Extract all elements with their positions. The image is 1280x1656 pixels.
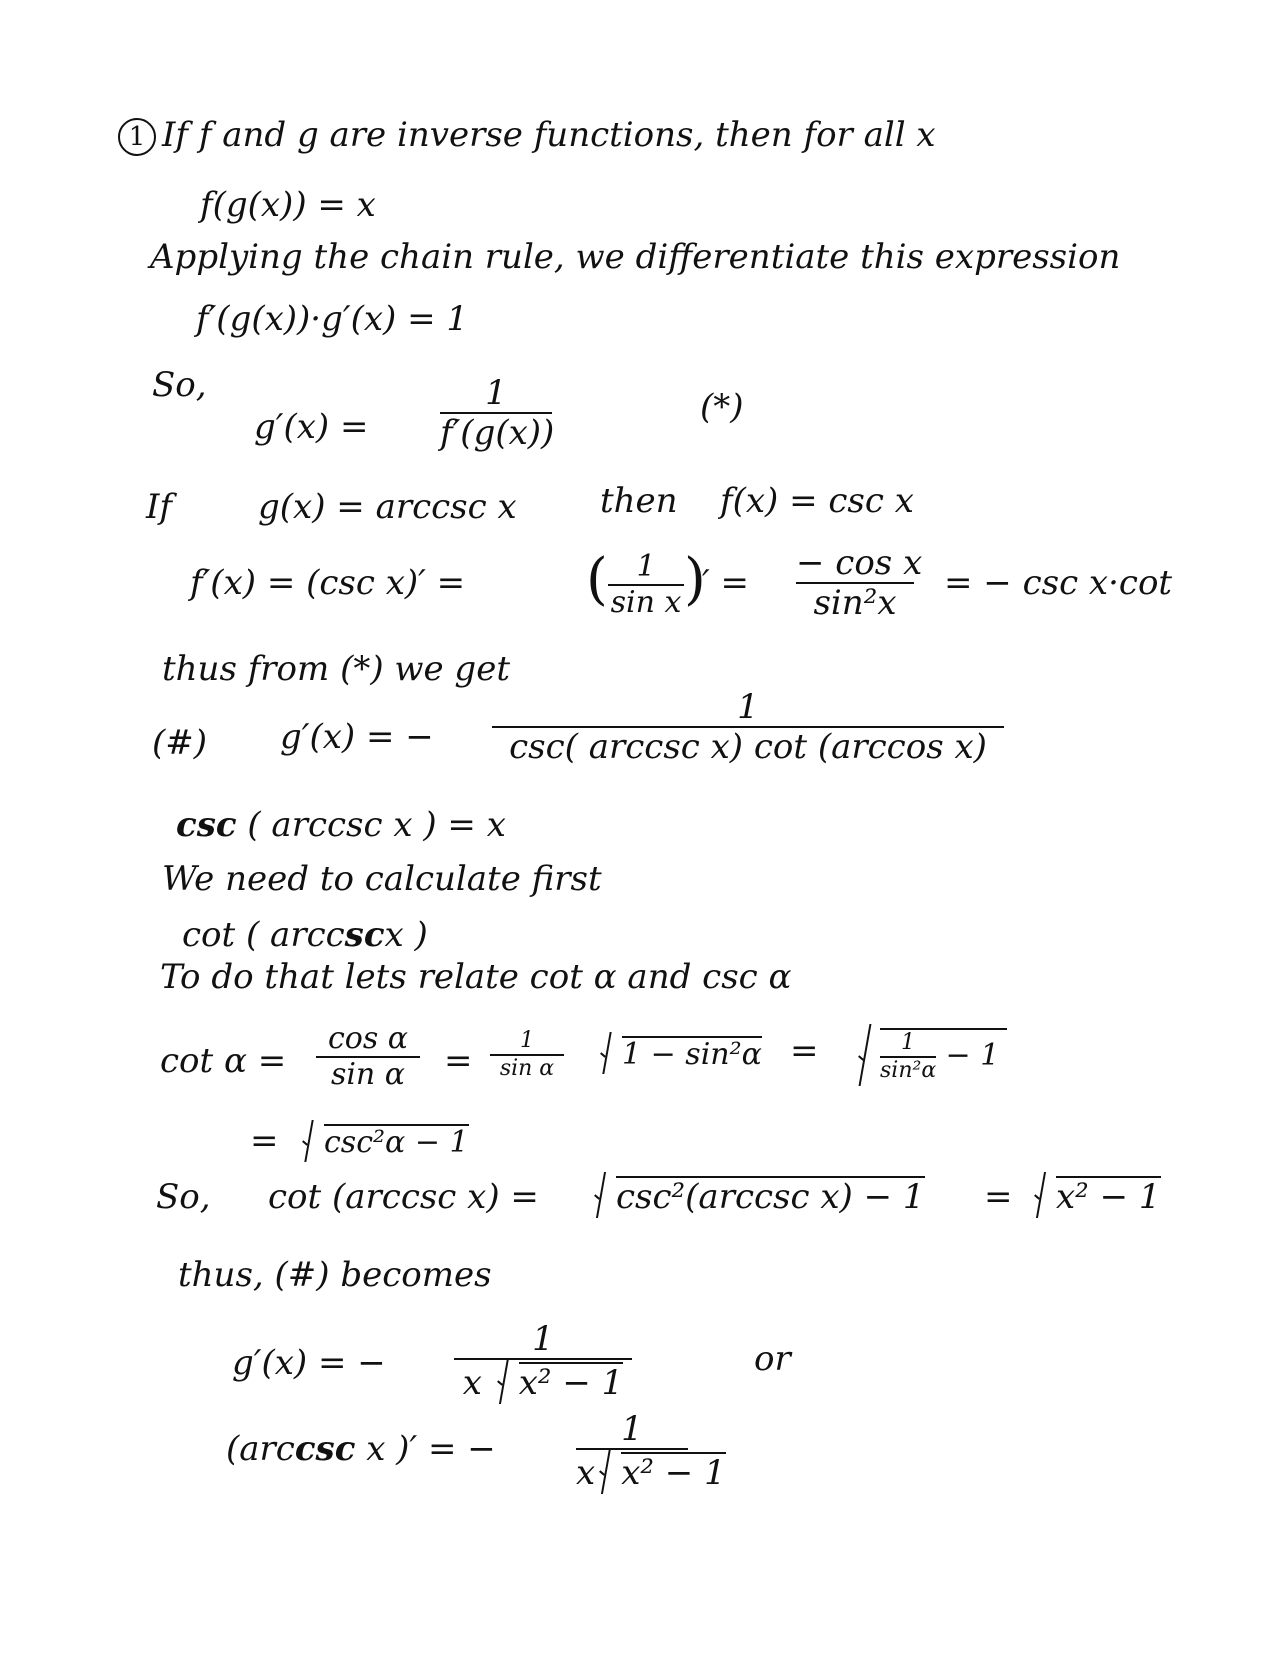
radical	[596, 1036, 762, 1070]
fraction-numerator: cos α	[327, 1021, 409, 1056]
fraction-denominator: sin²α	[880, 1058, 937, 1083]
one-over-sin2-fraction	[880, 1032, 936, 1082]
cot-alpha-lhs: cot α =	[160, 1041, 287, 1081]
radicand: csc²(arccsc x) − 1	[616, 1177, 925, 1217]
radical-sign	[1030, 1170, 1052, 1218]
arccsc-bold: csc	[294, 1429, 356, 1469]
csc-identity	[176, 805, 506, 845]
final-fraction-2	[576, 1409, 726, 1493]
radical	[493, 1362, 624, 1403]
need-line: We need to calculate first	[162, 859, 602, 899]
thus-line-1: thus from (*) we get	[162, 649, 510, 689]
radical	[595, 1452, 726, 1493]
hash-label: (#)	[152, 723, 208, 763]
g-prime-lhs-1: g′(x) =	[254, 407, 369, 447]
fraction-denominator	[576, 1450, 726, 1493]
fraction-denominator: sin²x	[813, 583, 897, 623]
g-prime-lhs-2: g′(x) = −	[280, 717, 434, 757]
sqrt-one-minus-sin2	[596, 1036, 762, 1070]
csc-bold: csc	[176, 805, 237, 845]
identity-equation: f(g(x)) = x	[200, 185, 376, 225]
final-fraction-1	[454, 1319, 632, 1403]
cos-over-sin2-fraction	[796, 543, 923, 623]
radicand: x² − 1	[518, 1363, 624, 1403]
fraction-numerator: 1	[901, 1030, 915, 1055]
or-label: or	[754, 1339, 791, 1379]
minus-one: − 1	[945, 1038, 1000, 1073]
one-over-sin-fraction	[490, 1030, 564, 1080]
relate-line: To do that lets relate cot α and csc α	[160, 957, 792, 997]
right-paren: )	[684, 547, 706, 612]
cot-arccsc	[182, 915, 428, 955]
fraction-denominator: sin α	[330, 1057, 406, 1092]
fraction-numerator: 1	[532, 1319, 554, 1359]
so-label-1: So,	[152, 365, 207, 405]
fraction-numerator: 1	[737, 687, 759, 727]
fraction-numerator: − cos x	[796, 543, 923, 583]
derivative-equation: f′(g(x))·g′(x) = 1	[196, 299, 469, 339]
cot-arccsc-a: cot ( arcc	[182, 915, 345, 955]
radical-sign	[595, 1446, 617, 1494]
fraction-denominator: sin α	[499, 1056, 555, 1081]
radicand: csc²α − 1	[324, 1125, 469, 1160]
equals-3: =	[250, 1121, 279, 1161]
x-factor: x	[462, 1363, 482, 1403]
radical	[590, 1176, 925, 1217]
cos-over-sin-fraction	[316, 1021, 420, 1092]
arccsc-c: x )′ = −	[366, 1429, 496, 1469]
prime-equals: ′ =	[702, 563, 750, 603]
radical-sign	[493, 1356, 515, 1404]
sqrt-inverse-sin2	[854, 1028, 1007, 1082]
chain-rule-line: Applying the chain rule, we differentiate this expression	[150, 237, 1121, 277]
fraction-numerator: 1	[520, 1028, 534, 1053]
f-definition: f(x) = csc x	[720, 481, 914, 521]
hash-fraction	[492, 687, 1004, 767]
fraction-denominator: sin x	[610, 585, 682, 620]
intro-line: If f and g are inverse functions, then for all x	[162, 115, 936, 155]
g-definition: g(x) = arccsc x	[258, 487, 517, 527]
problem-number: 1	[118, 118, 156, 156]
radicand: x² − 1	[621, 1453, 726, 1493]
fraction-denominator	[454, 1360, 632, 1403]
radical	[1030, 1176, 1161, 1217]
x-factor: x	[576, 1453, 596, 1493]
fraction-numerator: 1	[636, 549, 656, 584]
fraction-denominator: f′(g(x))	[440, 413, 555, 453]
if-label: If	[146, 487, 173, 527]
then-label: then	[600, 481, 678, 521]
g-prime-lhs-3: g′(x) = −	[232, 1343, 386, 1383]
arccsc-a: (arc	[226, 1429, 295, 1469]
cot-arccsc-lhs: cot (arccsc x) =	[268, 1177, 539, 1217]
radical-sign	[590, 1170, 612, 1218]
radical	[298, 1124, 469, 1158]
radicand: 1 − sin²α	[622, 1037, 762, 1072]
thus-line-2: thus, (#) becomes	[178, 1255, 492, 1295]
equals-4: =	[984, 1177, 1013, 1217]
radical	[854, 1028, 1007, 1082]
sqrt-csc2	[298, 1124, 469, 1158]
cot-arccsc-c: x )	[384, 915, 428, 955]
reciprocal-sin-fraction	[608, 549, 684, 620]
radical-sign	[298, 1118, 320, 1162]
radicand	[880, 1028, 1007, 1082]
f-prime-lhs: f′(x) = (csc x)′ =	[190, 563, 466, 603]
sqrt-csc2-arccsc	[590, 1176, 925, 1217]
sqrt-x2-minus-1	[1030, 1176, 1161, 1217]
cot-arccsc-bold: sc	[344, 915, 385, 955]
csc-identity-rest: ( arccsc x ) = x	[247, 805, 506, 845]
fraction-numerator: 1	[621, 1409, 643, 1449]
left-paren: (	[586, 547, 608, 612]
arccsc-derivative-lhs	[226, 1429, 496, 1469]
radical-sign	[596, 1030, 618, 1074]
equals-2: =	[790, 1031, 819, 1071]
equals-1: =	[444, 1041, 473, 1081]
so-label-2: So,	[156, 1177, 211, 1217]
fraction-numerator: 1	[485, 373, 507, 413]
fraction-denominator: csc( arccsc x) cot (arccos x)	[509, 727, 987, 767]
radicand: x² − 1	[1056, 1177, 1161, 1217]
inverse-derivative-fraction	[440, 373, 555, 453]
radical-sign	[854, 1022, 876, 1086]
star-label: (*)	[700, 387, 744, 427]
csc-cot-result: = − csc x·cot	[944, 563, 1173, 603]
